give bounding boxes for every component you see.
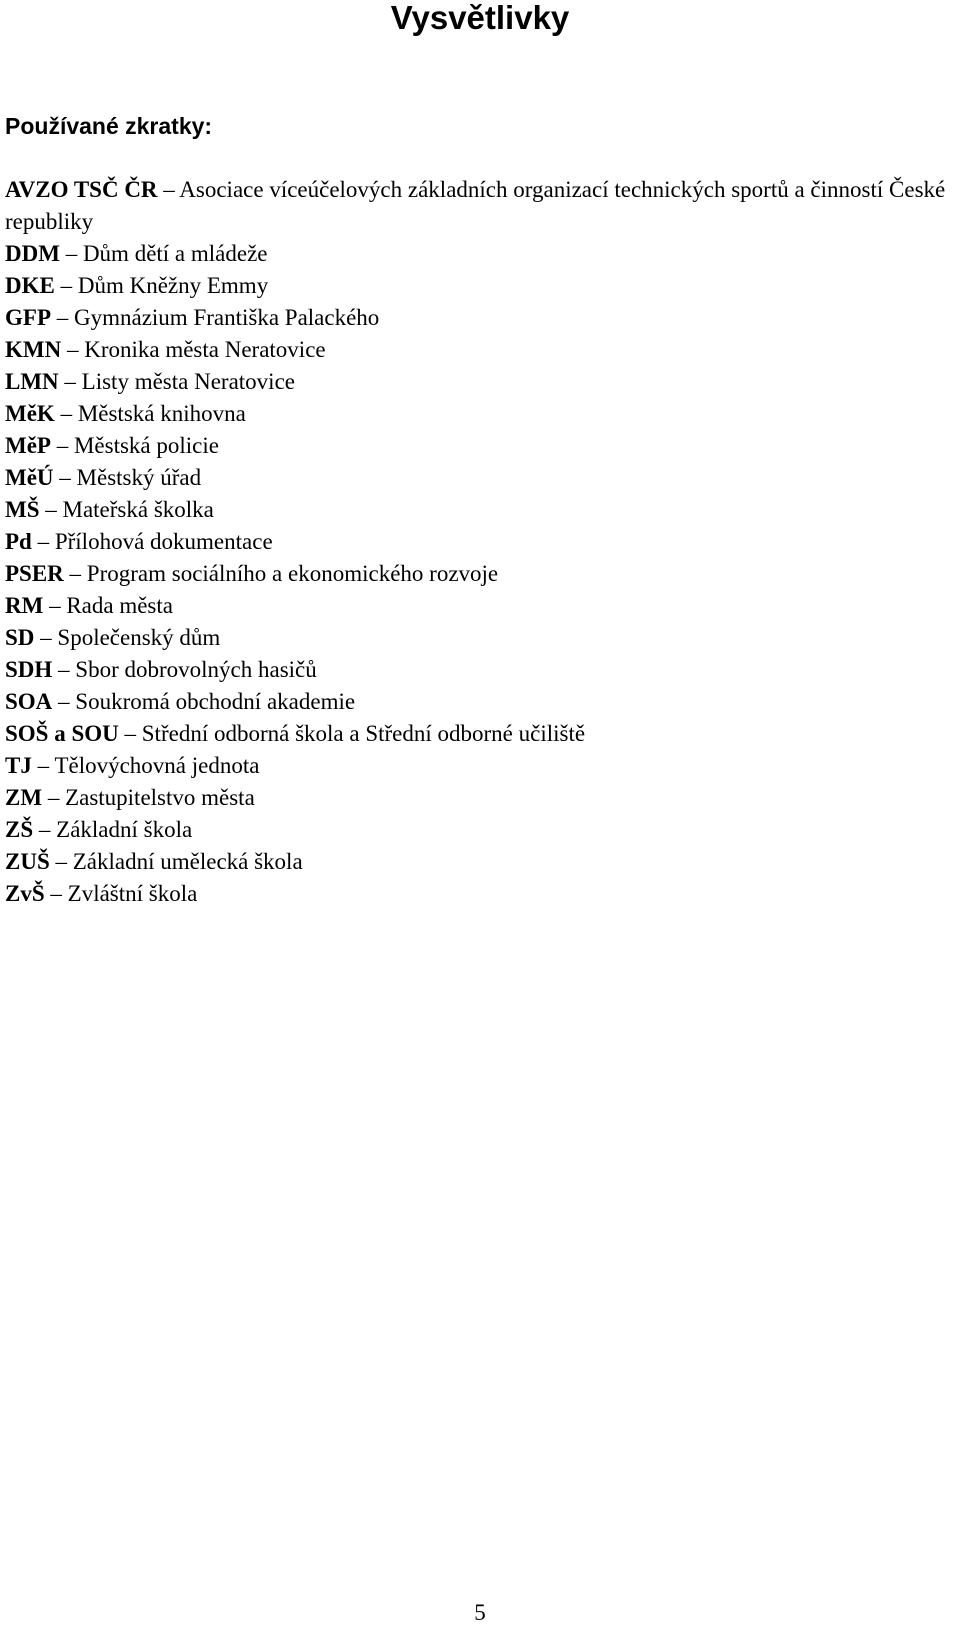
- abbreviation-term: RM: [5, 593, 44, 618]
- abbreviation-separator: –: [52, 657, 76, 682]
- abbreviation-meaning: Listy města Neratovice: [81, 369, 295, 394]
- abbreviation-term: MěK: [5, 401, 55, 426]
- abbreviation-entry: [5, 398, 955, 430]
- abbreviation-meaning: Základní umělecká škola: [72, 849, 303, 874]
- page-title: Vysvětlivky: [390, 0, 570, 36]
- abbreviation-meaning: Mateřská školka: [62, 497, 214, 522]
- abbreviation-term: DKE: [5, 273, 55, 298]
- abbreviation-meaning: Městská policie: [73, 433, 219, 458]
- abbreviation-meaning: Asociace víceúčelových základních organizací technických sportů a činností České republiky: [5, 177, 946, 234]
- abbreviation-term: AVZO TSČ ČR: [5, 177, 158, 202]
- abbreviation-meaning: Gymnázium Františka Palackého: [74, 305, 380, 330]
- abbreviation-entry: [5, 174, 955, 238]
- abbreviation-term: PSER: [5, 561, 64, 586]
- abbreviation-term: KMN: [5, 337, 62, 362]
- abbreviation-meaning: Střední odborná škola a Střední odborné učiliště: [141, 721, 586, 746]
- abbreviation-entry: [5, 526, 955, 558]
- abbreviation-term: MěÚ: [5, 465, 54, 490]
- abbreviation-meaning: Rada města: [66, 593, 173, 618]
- abbreviation-separator: –: [43, 593, 67, 618]
- abbreviation-entry: [5, 558, 955, 590]
- abbreviation-separator: –: [34, 625, 58, 650]
- abbreviation-separator: –: [61, 337, 85, 362]
- abbreviation-entry: [5, 750, 955, 782]
- abbreviation-entry: [5, 238, 955, 270]
- abbreviation-entry: [5, 334, 955, 366]
- abbreviation-meaning: Tělovýchovná jednota: [54, 753, 260, 778]
- abbreviation-term: MěP: [5, 433, 51, 458]
- abbreviation-meaning: Městský úřad: [76, 465, 202, 490]
- abbreviation-separator: –: [52, 689, 76, 714]
- abbreviation-term: MŠ: [5, 497, 40, 522]
- page-number: 5: [474, 1600, 486, 1625]
- abbreviation-meaning: Společenský dům: [57, 625, 221, 650]
- abbreviation-separator: –: [42, 785, 66, 810]
- abbreviation-term: SOŠ a SOU: [5, 721, 119, 746]
- abbreviation-entry: [5, 654, 955, 686]
- abbreviation-entry: [5, 622, 955, 654]
- abbreviation-separator: –: [51, 305, 74, 330]
- abbreviation-entry: [5, 366, 955, 398]
- abbreviation-meaning: Městská knihovna: [77, 401, 246, 426]
- abbreviation-term: GFP: [5, 305, 51, 330]
- abbreviation-list: [5, 174, 955, 910]
- abbreviation-entry: [5, 686, 955, 718]
- abbreviation-entry: [5, 782, 955, 814]
- abbreviation-separator: –: [59, 241, 83, 266]
- abbreviation-meaning: Kronika města Neratovice: [84, 337, 326, 362]
- abbreviation-meaning: Zvláštní škola: [67, 881, 198, 906]
- abbreviation-separator: –: [118, 721, 142, 746]
- abbreviation-separator: –: [49, 849, 73, 874]
- abbreviation-separator: –: [44, 881, 68, 906]
- abbreviation-term: ZUŠ: [5, 849, 50, 874]
- abbreviation-separator: –: [33, 817, 57, 842]
- abbreviation-entry: [5, 590, 955, 622]
- abbreviation-term: SOA: [5, 689, 53, 714]
- abbreviation-term: SD: [5, 625, 35, 650]
- abbreviation-separator: –: [39, 497, 63, 522]
- abbreviation-meaning: Přílohová dokumentace: [54, 529, 273, 554]
- abbreviation-meaning: Zastupitelstvo města: [65, 785, 255, 810]
- abbreviation-meaning: Dům dětí a mládeže: [82, 241, 268, 266]
- abbreviation-entry: [5, 462, 955, 494]
- abbreviation-separator: –: [157, 177, 180, 202]
- abbreviation-separator: –: [54, 401, 78, 426]
- abbreviation-entry: [5, 814, 955, 846]
- abbreviation-entry: [5, 270, 955, 302]
- abbreviation-separator: –: [31, 529, 55, 554]
- abbreviation-term: ZŠ: [5, 817, 34, 842]
- abbreviation-entry: [5, 494, 955, 526]
- abbreviation-term: LMN: [5, 369, 59, 394]
- abbreviation-entry: [5, 302, 955, 334]
- abbreviation-term: DDM: [5, 241, 60, 266]
- abbreviation-meaning: Sbor dobrovolných hasičů: [75, 657, 317, 682]
- abbreviation-term: SDH: [5, 657, 53, 682]
- abbreviation-entry: [5, 718, 955, 750]
- abbreviation-separator: –: [63, 561, 87, 586]
- abbreviation-separator: –: [58, 369, 82, 394]
- abbreviation-separator: –: [53, 465, 77, 490]
- abbreviation-term: ZvŠ: [5, 881, 45, 906]
- abbreviation-term: TJ: [5, 753, 32, 778]
- abbreviation-term: ZM: [5, 785, 43, 810]
- abbreviation-meaning: Dům Kněžny Emmy: [77, 273, 269, 298]
- abbreviation-meaning: Program sociálního a ekonomického rozvoje: [86, 561, 499, 586]
- abbreviation-separator: –: [54, 273, 78, 298]
- abbreviation-entry: [5, 846, 955, 878]
- abbreviation-entry: [5, 878, 955, 910]
- abbreviation-entry: [5, 430, 955, 462]
- abbreviation-separator: –: [31, 753, 55, 778]
- abbreviation-meaning: Soukromá obchodní akademie: [75, 689, 356, 714]
- abbreviation-separator: –: [50, 433, 74, 458]
- abbreviation-term: Pd: [5, 529, 32, 554]
- section-heading: Používané zkratky:: [5, 113, 213, 139]
- abbreviation-meaning: Základní škola: [56, 817, 193, 842]
